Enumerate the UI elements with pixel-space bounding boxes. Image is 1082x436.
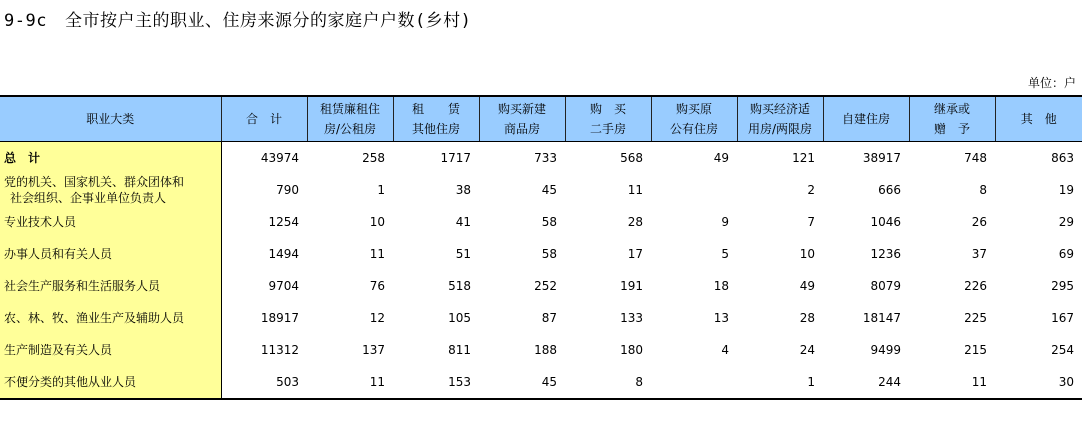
category-label: 农、林、牧、渔业生产及辅助人员 — [4, 311, 185, 325]
value-cell: 2 — [807, 183, 815, 197]
column-header-line2: 二手房 — [589, 122, 626, 136]
value-cell: 13 — [713, 311, 729, 325]
column-header — [0, 96, 221, 142]
value-cell: 295 — [1051, 279, 1074, 293]
value-cell: 18147 — [862, 311, 901, 325]
column-header-line2: 商品房 — [503, 122, 540, 136]
value-cell: 1494 — [268, 247, 299, 261]
value-cell: 11 — [971, 375, 987, 389]
category-label-line2: 社会组织、企事业单位负责人 — [10, 191, 167, 205]
value-cell: 1 — [807, 375, 815, 389]
column-header — [995, 96, 1082, 142]
column-header — [909, 96, 995, 142]
value-cell: 24 — [799, 343, 815, 357]
category-cell — [0, 366, 221, 399]
value-cell — [651, 366, 737, 399]
value-cell: 215 — [964, 343, 987, 357]
table-row — [0, 302, 1082, 334]
value-cell: 503 — [276, 375, 299, 389]
value-cell: 29 — [1058, 215, 1074, 229]
value-cell: 45 — [541, 375, 557, 389]
value-cell: 17 — [627, 247, 643, 261]
column-header-line1: 购买新建 — [497, 102, 546, 116]
total-row — [0, 142, 1082, 175]
category-cell — [0, 142, 221, 175]
table-row — [0, 270, 1082, 302]
category-cell — [0, 270, 221, 302]
column-header-line1: 其 他 — [1020, 112, 1057, 126]
column-header-line1: 租 赁 — [411, 102, 460, 116]
value-cell: 18 — [713, 279, 729, 293]
column-header — [221, 96, 307, 142]
value-cell: 30 — [1058, 375, 1074, 389]
value-cell: 748 — [964, 151, 987, 165]
value-cell: 8 — [635, 375, 643, 389]
value-cell: 26 — [971, 215, 987, 229]
value-cell: 252 — [534, 279, 557, 293]
value-cell: 18917 — [260, 311, 299, 325]
value-cell: 37 — [971, 247, 987, 261]
category-cell — [0, 174, 221, 206]
value-cell: 38917 — [862, 151, 901, 165]
value-cell: 41 — [455, 215, 471, 229]
category-label: 办事人员和有关人员 — [4, 247, 113, 261]
category-label: 党的机关、国家机关、群众团体和 — [4, 175, 185, 189]
value-cell: 5 — [721, 247, 729, 261]
value-cell: 49 — [713, 151, 729, 165]
value-cell: 226 — [964, 279, 987, 293]
category-label: 总 计 — [4, 151, 41, 165]
value-cell: 58 — [541, 247, 557, 261]
value-cell: 254 — [1051, 343, 1074, 357]
table-row — [0, 206, 1082, 238]
value-cell: 666 — [878, 183, 901, 197]
category-cell — [0, 334, 221, 366]
value-cell: 11 — [369, 247, 385, 261]
value-cell: 188 — [534, 343, 557, 357]
column-header-line2: 其他住房 — [411, 122, 460, 136]
value-cell — [651, 174, 737, 206]
unit-label: 单位：户 — [1027, 76, 1076, 90]
column-header-line2: 用房/两限房 — [747, 122, 813, 136]
value-cell: 76 — [369, 279, 385, 293]
value-cell: 1254 — [268, 215, 299, 229]
value-cell: 11 — [369, 375, 385, 389]
category-cell — [0, 302, 221, 334]
value-cell: 69 — [1058, 247, 1074, 261]
column-header-line1: 自建住房 — [841, 112, 890, 126]
value-cell: 87 — [541, 311, 557, 325]
column-header — [737, 96, 823, 142]
column-header-line1: 购 买 — [589, 102, 626, 116]
value-cell: 180 — [620, 343, 643, 357]
value-cell: 7 — [807, 215, 815, 229]
value-cell: 4 — [721, 343, 729, 357]
category-label: 专业技术人员 — [4, 215, 77, 229]
value-cell: 11312 — [260, 343, 299, 357]
value-cell: 19 — [1058, 183, 1074, 197]
value-cell: 10 — [799, 247, 815, 261]
table-row — [0, 238, 1082, 270]
category-label: 不便分类的其他从业人员 — [4, 375, 137, 389]
column-header — [479, 96, 565, 142]
value-cell: 244 — [878, 375, 901, 389]
value-cell: 258 — [362, 151, 385, 165]
value-cell: 153 — [448, 375, 471, 389]
value-cell: 9704 — [268, 279, 299, 293]
value-cell: 105 — [448, 311, 471, 325]
column-header-line1: 租赁廉租住 — [319, 102, 380, 116]
value-cell: 51 — [455, 247, 471, 261]
value-cell: 133 — [620, 311, 643, 325]
value-cell: 12 — [369, 311, 385, 325]
table-row — [0, 174, 1082, 206]
column-header — [651, 96, 737, 142]
value-cell: 1 — [377, 183, 385, 197]
value-cell: 38 — [455, 183, 471, 197]
value-cell: 863 — [1051, 151, 1074, 165]
value-cell: 518 — [448, 279, 471, 293]
value-cell: 225 — [964, 311, 987, 325]
value-cell: 811 — [448, 343, 471, 357]
category-cell — [0, 206, 221, 238]
column-header-line2: 公有住房 — [669, 122, 718, 136]
column-header — [823, 96, 909, 142]
page-title — [4, 6, 471, 31]
value-cell: 9499 — [870, 343, 901, 357]
value-cell: 8079 — [870, 279, 901, 293]
value-cell: 28 — [627, 215, 643, 229]
value-cell: 10 — [369, 215, 385, 229]
value-cell: 45 — [541, 183, 557, 197]
value-cell: 790 — [276, 183, 299, 197]
column-header-line2: 赠 予 — [933, 122, 970, 136]
value-cell: 1717 — [440, 151, 471, 165]
value-cell: 568 — [620, 151, 643, 165]
column-header-line1: 购买原 — [675, 102, 712, 116]
value-cell: 733 — [534, 151, 557, 165]
column-header-line1: 职业大类 — [86, 112, 135, 126]
value-cell: 121 — [792, 151, 815, 165]
value-cell: 11 — [627, 183, 643, 197]
column-header-line2: 房/公租房 — [323, 122, 377, 136]
column-header-line1: 继承或 — [933, 102, 970, 116]
column-header-line1: 合 计 — [245, 112, 282, 126]
value-cell: 167 — [1051, 311, 1074, 325]
table-row — [0, 366, 1082, 399]
value-cell: 28 — [799, 311, 815, 325]
table-row — [0, 334, 1082, 366]
category-label: 生产制造及有关人员 — [4, 343, 113, 357]
column-header — [565, 96, 651, 142]
table-code: 9-9c — [4, 11, 47, 31]
value-cell: 43974 — [260, 151, 299, 165]
column-header-line1: 购买经济适 — [749, 102, 810, 116]
value-cell: 1236 — [870, 247, 901, 261]
category-label: 社会生产服务和生活服务人员 — [4, 279, 161, 293]
category-cell — [0, 238, 221, 270]
value-cell: 137 — [362, 343, 385, 357]
value-cell: 1046 — [870, 215, 901, 229]
value-cell: 49 — [799, 279, 815, 293]
column-header — [307, 96, 393, 142]
table-title: 全市按户主的职业、住房来源分的家庭户户数(乡村) — [64, 11, 472, 31]
value-cell: 58 — [541, 215, 557, 229]
value-cell: 9 — [721, 215, 729, 229]
value-cell: 8 — [979, 183, 987, 197]
header-row — [0, 96, 1082, 142]
data-table — [0, 95, 1082, 400]
value-cell: 191 — [620, 279, 643, 293]
column-header — [393, 96, 479, 142]
